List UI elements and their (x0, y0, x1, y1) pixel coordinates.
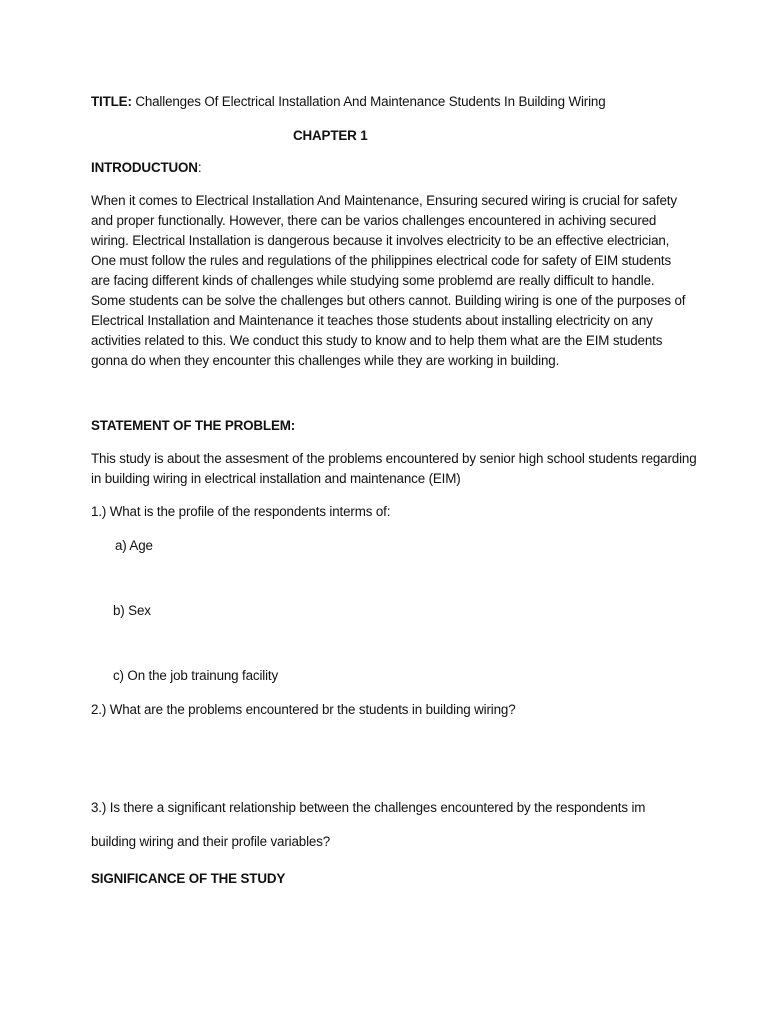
statement-line: in building wiring in electrical installation and maintenance (EIM) (91, 471, 461, 486)
question-2: 2.) What are the problems encountered br the students in building wiring? (91, 702, 516, 717)
question-3-line-1: 3.) Is there a significant relationship between the challenges encountered by the respondents im (91, 800, 646, 815)
question-1-item-sex: b) Sex (113, 603, 151, 618)
statement-paragraph (91, 449, 697, 489)
statement-line: This study is about the assesment of the problems encountered by senior high school students regarding (91, 451, 697, 466)
statement-heading: STATEMENT OF THE PROBLEM: (91, 418, 296, 433)
introduction-line: activities related to this. We conduct this study to know and to help them what are the EIM students (91, 333, 663, 348)
introduction-line: wiring. Electrical Installation is dangerous because it involves electricity to be an effective electrician, (91, 233, 670, 248)
title-line (91, 92, 606, 112)
question-1-item-facility: c) On the job trainung facility (113, 668, 279, 683)
title-text: Challenges Of Electrical Installation And Maintenance Students In Building Wiring (131, 94, 606, 109)
introduction-heading: INTRODUCTUON (91, 160, 198, 175)
question-1: 1.) What is the profile of the respondents interms of: (91, 504, 391, 519)
introduction-line: gonna do when they encounter this challenges while they are working in building. (91, 353, 560, 368)
question-3-line-2: building wiring and their profile variables? (91, 834, 331, 849)
introduction-line: Electrical Installation and Maintenance it teaches those students about installing electricity on any (91, 313, 653, 328)
introduction-heading-line (91, 158, 201, 178)
introduction-line: Some students can be solve the challenges but others cannot. Building wiring is one of the purposes of (91, 293, 686, 308)
introduction-colon: : (197, 160, 202, 175)
question-1-item-age: a) Age (115, 538, 153, 553)
introduction-line: are facing different kinds of challenges while studying some problemd are really difficult to handle. (91, 273, 655, 288)
significance-heading: SIGNIFICANCE OF THE STUDY (91, 871, 286, 886)
introduction-line: One must follow the rules and regulations of the philippines electrical code for safety of EIM students (91, 253, 672, 268)
introduction-line: When it comes to Electrical Installation And Maintenance, Ensuring secured wiring is crucial for safety (91, 193, 677, 208)
title-label: TITLE: (91, 94, 132, 109)
introduction-line: and proper functionally. However, there can be varios challenges encountered in achiving secured (91, 213, 657, 228)
introduction-paragraph (91, 191, 691, 371)
chapter-heading: CHAPTER 1 (293, 128, 368, 143)
